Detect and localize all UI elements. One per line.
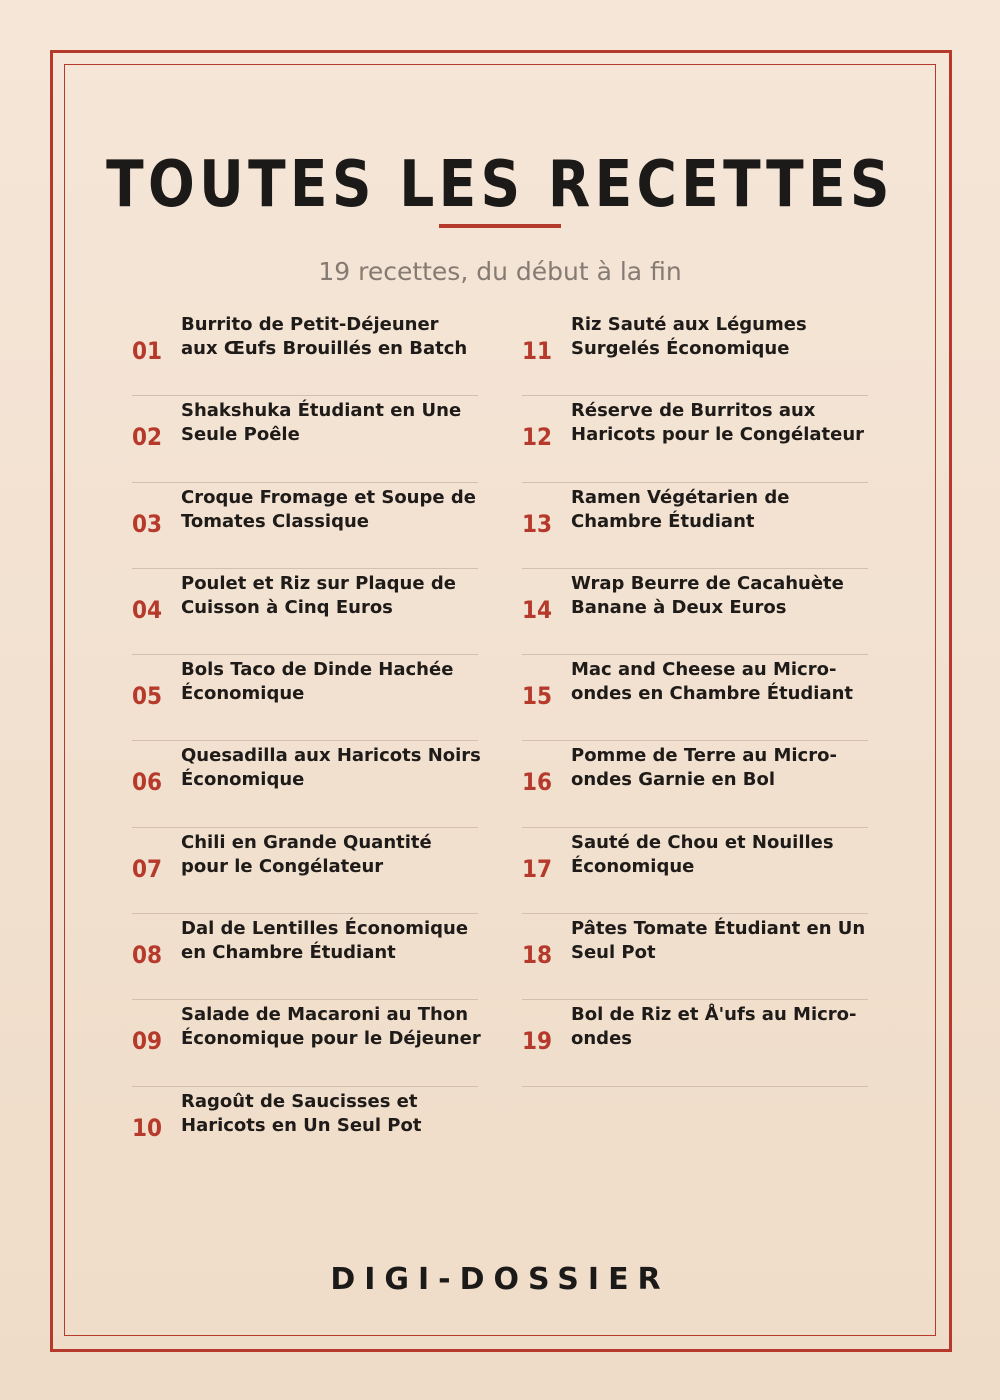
recipe-number: 03 [132,509,163,538]
recipe-title: Ramen Végétarien de Chambre Étudiant [571,486,790,532]
recipe-number: 01 [132,337,163,365]
recipe-title: Shakshuka Étudiant en Une Seule Poêle [181,400,462,446]
recipe-title: Réserve de Burritos aux Haricots pour le Congélateur [571,400,865,446]
recipe-title: Bol de Riz et Å'ufs au Micro-ondes [571,1004,857,1050]
recipe-title: Ragoût de Saucisses et Haricots en Un Seul Pot [181,1090,422,1136]
recipe-number: 10 [132,1113,163,1142]
recipe-number: 18 [522,941,553,970]
recipe-entry[interactable] [132,483,478,569]
recipe-number: 06 [132,768,163,797]
recipe-entry[interactable] [522,569,868,655]
recipe-entry[interactable] [522,741,868,827]
recipe-number: 15 [522,682,553,711]
recipe-number: 14 [522,595,553,624]
recipe-entry[interactable] [132,396,478,482]
recipe-entry[interactable] [132,914,478,1000]
recipe-entry[interactable] [132,1000,481,1086]
page-title: TOUTES LES RECETTES [106,148,894,222]
recipe-title: Salade de Macaroni au Thon Économique pour le Déjeuner [181,1004,481,1050]
recipe-number: 05 [132,682,163,711]
recipe-entry[interactable] [132,1087,478,1173]
recipe-entry[interactable] [132,569,478,655]
recipe-title: Poulet et Riz sur Plaque de Cuisson à Cinq Euros [181,572,456,618]
recipe-title: Croque Fromage et Soupe de Tomates Classique [181,486,476,532]
recipe-number: 08 [132,941,163,970]
recipe-entry[interactable] [522,483,868,569]
recipe-number: 17 [522,854,553,883]
recipe-title: Pomme de Terre au Micro-ondes Garnie en Bol [571,745,837,791]
recipe-title: Sauté de Chou et Nouilles Économique [571,831,834,877]
recipe-title: Bols Taco de Dinde Hachée Économique [181,659,454,705]
recipe-title: Riz Sauté aux Légumes Surgelés Économique [571,314,807,359]
recipe-title: Pâtes Tomate Étudiant en Un Seul Pot [571,918,866,964]
entry-divider [522,1086,868,1087]
recipe-title: Wrap Beurre de Cacahuète Banane à Deux Euros [571,572,844,618]
title-underline-accent [439,224,561,228]
recipe-title: Mac and Cheese au Micro-ondes en Chambre Étudiant [571,659,854,705]
recipe-entry[interactable] [132,310,478,396]
recipe-entry[interactable] [132,741,481,827]
recipe-number: 12 [522,423,553,452]
recipe-title: Chili en Grande Quantité pour le Congélateur [181,831,432,877]
brand-footer: DIGI-DOSSIER [330,1262,670,1297]
recipe-entry[interactable] [522,310,868,396]
recipe-number: 07 [132,854,163,883]
recipe-entry[interactable] [522,655,868,741]
recipe-number: 16 [522,768,553,797]
recipe-title: Burrito de Petit-Déjeuner aux Œufs Brouillés en Batch [181,314,468,359]
recipe-number: 11 [522,337,553,365]
recipe-title: Quesadilla aux Haricots Noirs Économique [181,745,481,791]
recipe-title: Dal de Lentilles Économique en Chambre Étudiant [181,918,469,964]
recipe-entry[interactable] [522,828,868,914]
recipe-number: 04 [132,595,163,624]
recipe-number: 13 [522,509,553,538]
recipe-entry[interactable] [522,396,868,482]
recipe-number: 19 [522,1027,553,1056]
recipe-list-right-column [522,310,868,1087]
recipe-number: 09 [132,1027,163,1056]
recipe-entry[interactable] [132,828,478,914]
recipe-number: 02 [132,423,163,452]
page-subtitle: 19 recettes, du début à la fin [318,257,682,286]
recipe-entry[interactable] [132,655,478,741]
recipe-entry[interactable] [522,914,868,1000]
recipe-entry[interactable] [522,1000,868,1086]
recipe-list-left-column [132,310,481,1173]
